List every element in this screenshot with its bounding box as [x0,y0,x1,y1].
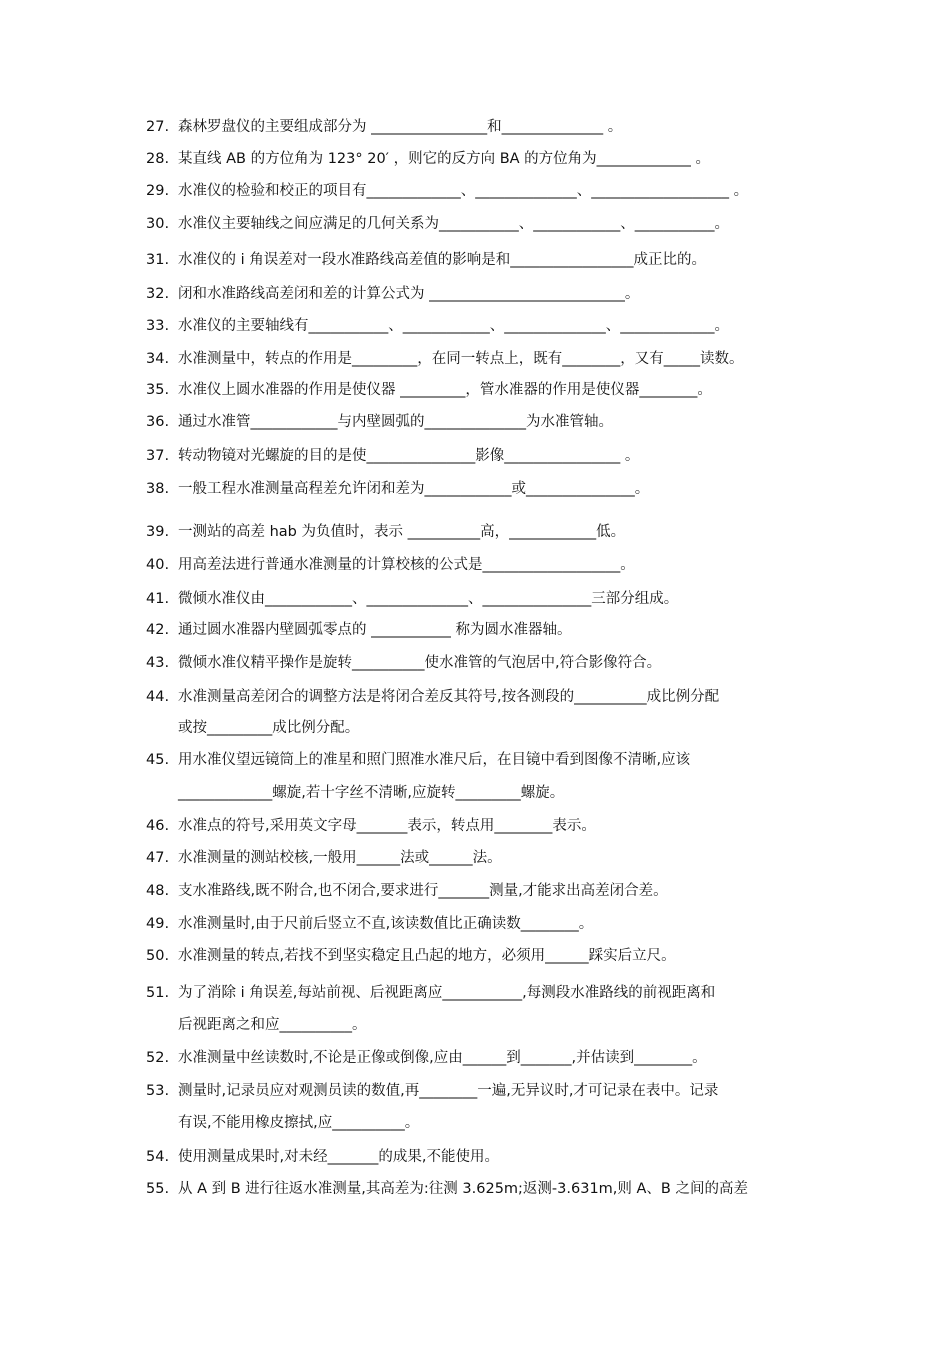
question-45-continuation: _____________螺旋,若十字丝不清晰,应旋转_________螺旋。 [178,785,565,801]
question-text: 水准测量时,由于尺前后竖立不直,该读数值比正确读数________。 [178,916,594,932]
question-number: 41. [146,591,170,607]
question-number: 37. [146,448,170,464]
question-34 [146,348,826,370]
question-number: 31. [146,252,170,268]
question-37 [146,445,826,467]
question-text: 水准测量中丝读数时,不论是正像或倒像,应由______到_______,并估读到________。 [178,1050,707,1066]
question-number: 34. [146,351,170,367]
question-41 [146,588,826,610]
question-53-continuation: 有误,不能用橡皮擦拭,应__________。 [178,1115,420,1131]
question-text: 通过水准管____________与内壁圆弧的______________为水准管轴。 [178,414,613,430]
question-55 [146,1178,826,1200]
question-text: 支水准路线,既不附合,也不闭合,要求进行_______测量,才能求出高差闭合差。 [178,883,668,899]
question-text: 水准测量的转点,若找不到坚实稳定且凸起的地方，必须用______踩实后立尺。 [178,948,676,964]
question-number: 39. [146,524,170,540]
question-number: 50. [146,948,170,964]
question-32 [146,283,826,305]
question-text: 通过圆水准器内壁圆弧零点的 ___________ 称为圆水准器轴。 [178,622,572,638]
question-text: 某直线 AB 的方位角为 123° 20′ ，则它的反方向 BA 的方位角为_____________ 。 [178,151,711,167]
question-number: 52. [146,1050,170,1066]
question-30 [146,213,826,235]
question-number: 36. [146,414,170,430]
question-number: 30. [146,216,170,232]
question-number: 53. [146,1083,170,1099]
question-text: 一般工程水准测量高程差允许闭和差为____________或_______________。 [178,481,650,497]
question-text: 水准仪的主要轴线有___________、____________、______________、_____________。 [178,318,729,334]
question-38 [146,478,826,500]
question-51 [146,982,826,1004]
question-text: 水准仪的 i 角误差对一段水准路线高差值的影响是和_________________成正比的。 [178,252,706,268]
question-47 [146,847,826,869]
question-number: 28. [146,151,170,167]
question-text: 用高差法进行普通水准测量的计算校核的公式是___________________。 [178,557,635,573]
question-48 [146,880,826,902]
question-number: 43. [146,655,170,671]
question-43 [146,652,826,674]
question-number: 29. [146,183,170,199]
question-text: 微倾水准仪精平操作是旋转__________使水准管的气泡居中,符合影像符合。 [178,655,662,671]
question-number: 48. [146,883,170,899]
question-number: 54. [146,1149,170,1165]
question-number: 27. [146,119,170,135]
question-text: 微倾水准仪由____________、______________、_______________三部分组成。 [178,591,679,607]
question-51-continuation: 后视距离之和应__________。 [178,1017,367,1033]
question-text: 从 A 到 B 进行往返水准测量,其高差为:往测 3.625m;返测-3.631m,则 A、B 之间的高差 [178,1181,748,1197]
question-44-continuation: 或按_________成比例分配。 [178,720,360,736]
question-number: 49. [146,916,170,932]
question-text: 闭和水准路线高差闭和差的计算公式为 ___________________________。 [178,286,640,302]
question-text: 水准点的符号,采用英文字母_______表示，转点用________表示。 [178,818,596,834]
question-50 [146,945,826,967]
question-text: 为了消除 i 角误差,每站前视、后视距离应___________,每测段水准路线的前视距离和 [178,985,716,1001]
question-text: 水准测量高差闭合的调整方法是将闭合差反其符号,按各测段的__________成比例分配 [178,689,720,705]
question-text: 转动物镜对光螺旋的目的是使_______________影像________________ 。 [178,448,640,464]
question-number: 44. [146,689,170,705]
question-text: 用水准仪望远镜筒上的准星和照门照准水准尺后，在目镜中看到图像不清晰,应该 [178,752,691,768]
question-40 [146,554,826,576]
question-45 [146,749,826,771]
question-text: 森林罗盘仪的主要组成部分为 ________________和______________ 。 [178,119,623,135]
question-number: 32. [146,286,170,302]
question-number: 46. [146,818,170,834]
question-number: 38. [146,481,170,497]
question-text: 水准仪的检验和校正的项目有_____________、______________、___________________ 。 [178,183,749,199]
question-text: 水准仪上圆水准器的作用是使仪器 _________，管水准器的作用是使仪器________。 [178,382,712,398]
question-text: 一测站的高差 hab 为负值时，表示 __________高，____________低。 [178,524,626,540]
question-29 [146,180,826,202]
question-39 [146,521,826,543]
question-35 [146,379,826,401]
question-number: 42. [146,622,170,638]
question-text: 测量时,记录员应对观测员读的数值,再________一遍,无异议时,才可记录在表中。记录 [178,1083,719,1099]
question-53 [146,1080,826,1102]
question-number: 55. [146,1181,170,1197]
question-number: 51. [146,985,170,1001]
question-text: 使用测量成果时,对未经_______的成果,不能使用。 [178,1149,499,1165]
question-36 [146,411,826,433]
question-number: 45. [146,752,170,768]
question-text: 水准测量中，转点的作用是_________，在同一转点上，既有________，又有_____读数。 [178,351,744,367]
question-number: 40. [146,557,170,573]
question-text: 水准仪主要轴线之间应满足的几何关系为___________、____________、___________。 [178,216,729,232]
question-number: 47. [146,850,170,866]
question-31 [146,249,826,271]
question-49 [146,913,826,935]
question-46 [146,815,826,837]
question-27 [146,116,826,138]
question-33 [146,315,826,337]
question-number: 35. [146,382,170,398]
question-44 [146,686,826,708]
question-number: 33. [146,318,170,334]
question-text: 水准测量的测站校核,一般用______法或______法。 [178,850,502,866]
question-28 [146,148,826,170]
question-52 [146,1047,826,1069]
question-42 [146,619,826,641]
question-54 [146,1146,826,1168]
